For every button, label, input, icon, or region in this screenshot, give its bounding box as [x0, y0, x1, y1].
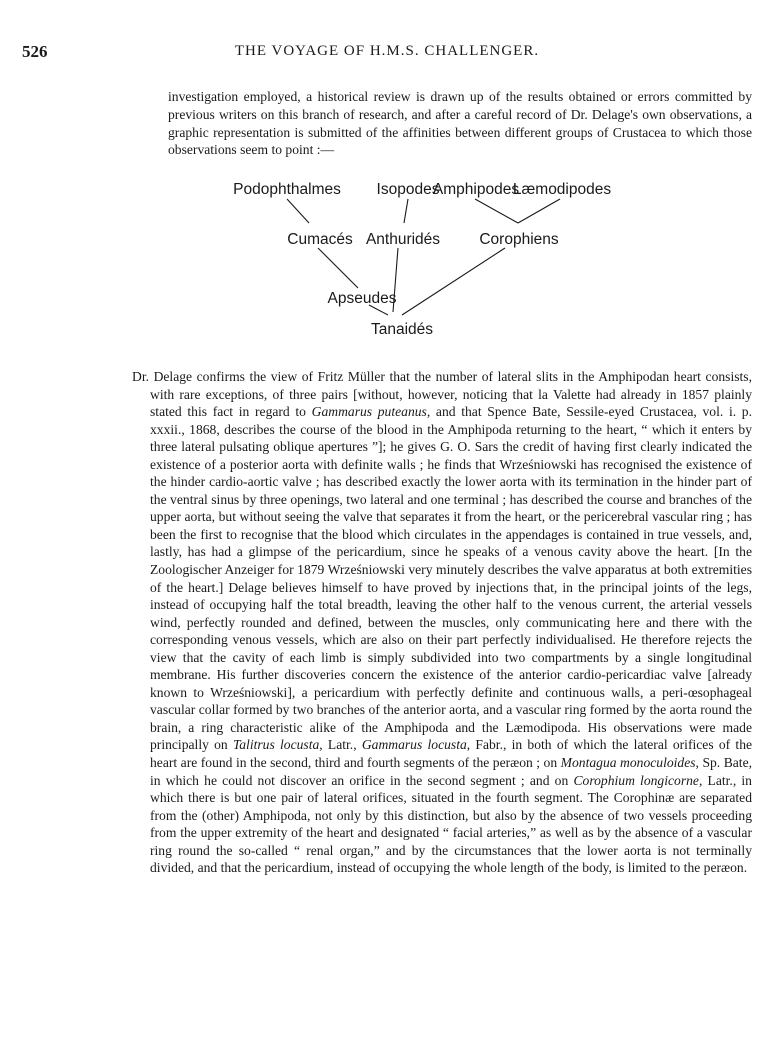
label-cumaces: Cumacés: [287, 231, 353, 248]
affinity-diagram: [230, 170, 630, 350]
edge-isopodes-anthurides: [404, 199, 408, 223]
running-title: THE VOYAGE OF H.M.S. CHALLENGER.: [234, 43, 540, 59]
intro-paragraph: investigation employed, a historical review is drawn up of the results obtained or errors committed by previous writers on this branch of research, and after a careful record of Dr. Delage's own observations, a graphic representation is submitted of the affinities between different groups of Crustacea to which those observations seem to point :—: [168, 89, 752, 158]
affinity-diagram-svg: [230, 170, 630, 350]
body-text-segment: , Latr., in which there is but one pair of lateral orifices, situated in the fourth segment. The Corophinæ are separated from the (other) Amphipoda, not only by this distinction, but also by the absence of two vessels proceeding from the upper extremity of the heart and designated “ facial arteries,” as well as by the absence of a vascular ring round the so-called “ renal organ,” and by the circumstances that the lower aorta is not terminally divided, and that the pericardium, instead of occupying the whole length of the body, is limited to the peræon.: [150, 772, 752, 876]
label-apseudes: Apseudes: [327, 290, 397, 307]
label-amphipodes: Amphipodes: [432, 181, 520, 198]
body-text-segment: Dr. Delage confirms the view of Fritz Müller that the number of lateral slits in the Amphipodan heart consists, with rare exceptions, of three pairs [without, however, noticing that la Valette had already in 1857 plainly stated this fact in regard to: [132, 369, 752, 420]
label-corophiens: Corophiens: [479, 231, 559, 248]
species-name: Talitrus locusta: [232, 737, 320, 753]
species-name: Corophium longicorne: [573, 772, 699, 788]
species-name: Montagua monoculoides: [560, 755, 696, 771]
label-tanaides: Tanaidés: [370, 321, 434, 338]
page-number: 526: [22, 42, 48, 61]
species-name: Gammarus locusta: [361, 737, 467, 753]
body-text-segment: , and that Spence Bate, Sessile-eyed Crustacea, vol. i. p. xxxii., 1868, describes the course of the blood in the Amphipoda returning to the heart, “ which it enters by three lateral pulsating oblique apertures ”]; he gives G. O. Sars the credit of having first clearly indicated the existence of a posterior aorta with definite walls ; he finds that Wrześniowski has recognised the existence of the hinder cardio-aortic valve ; has described exactly the lower aorta with its termination in the hinder part of the ventral sinus by three openings, two lateral and one terminal ; has described the course and branches of the upper aorta, but without seeing the valve that separates it from the heart, or the pericerebral vascular ring ; has been the first to recognise that the blood which circulates in the appendages is contained in true vessels, and, lastly, has had a glimpse of the pericardium, since he speaks of a venous cavity above the heart. [In the Zoologischer Anzeiger for 1879 Wrześniowski very minutely describes the valve apparatus at both extremities of the heart.] Delage believes himself to have proved by injections that, in the principal joints of the legs, instead of occupying half the total breadth, leaving the other half to the venous current, the arterial vessels wind, perfectly rounded and defined, between the muscles, only communicating here and there with the corresponding venous vessels, which are also on their part perfectly individualised. He therefore rejects the view that the cavity of each limb is simply subdivided into two compartments by a single longitudinal membrane. His further discoveries concern the existence of the anterior cardio-pericardiac valve [already known to Wrześniowski], a pericardium with perfectly definite and continuous walls, a peri-œsophageal vascular collar formed by two branches of the anterior aorta, and a vascular ring formed by the aorta round the brain, a ring characteristic alike of the Amphipoda and the Læmodipoda. His observations were made principally on: [150, 404, 752, 753]
edge-corophiens-tanaides: [402, 248, 505, 315]
label-isopodes: Isopodes: [376, 181, 440, 198]
page-header: [22, 42, 752, 62]
species-name: Gammarus puteanus: [311, 404, 427, 420]
body-paragraph: [132, 368, 752, 877]
body-text-segment: , Latr.,: [319, 737, 362, 753]
label-laemodipodes: Læmodipodes: [512, 181, 612, 198]
edge-amphipodes-corophiens: [475, 199, 518, 223]
body-text-segment: , Sp. Bate, in which he could not discover an orifice in the second segment ; and on: [150, 755, 752, 788]
body-text-segment: , Fabr., in both of which the lateral orifices of the heart are found in the second, third and fourth segments of the peræon ; on: [150, 737, 753, 771]
edge-podophthalmes-cumaces: [287, 199, 309, 223]
edge-laemodipodes-corophiens: [518, 199, 560, 223]
label-anthurides: Anthuridés: [365, 231, 441, 248]
edge-cumaces-apseudes: [318, 248, 358, 288]
label-podophthalmes: Podophthalmes: [233, 181, 341, 198]
